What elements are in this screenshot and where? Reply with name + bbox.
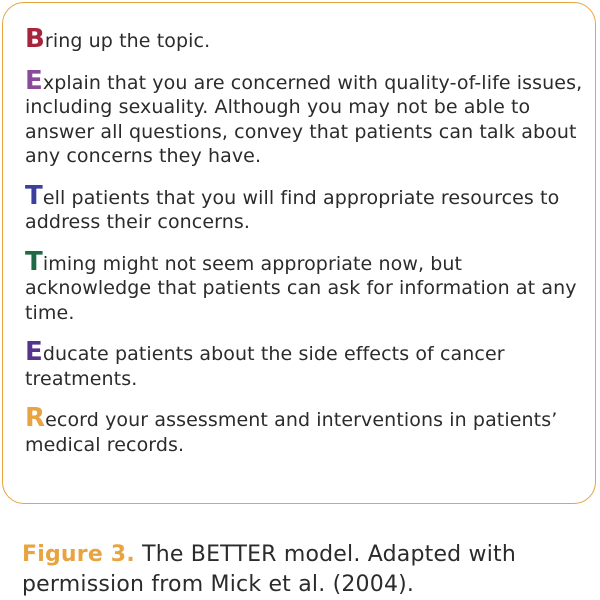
initial-letter: R [25, 403, 46, 433]
figure-caption [22, 540, 592, 600]
item-text: ring up the topic. [44, 30, 211, 52]
caption-text: The BETTER model. Adapted with permission from Mick et al. (2004). [22, 542, 517, 597]
initial-letter: E [25, 65, 43, 96]
list-item-e-explain [25, 65, 585, 169]
list-item-t-timing [25, 246, 585, 326]
item-text: ducate patients about the side effects of cancer treatments. [25, 343, 505, 390]
better-model-box [2, 2, 596, 504]
initial-letter: E [25, 337, 43, 367]
list-item-r [25, 403, 585, 457]
figure-label-period: . [126, 542, 135, 567]
initial-letter: B [25, 24, 45, 54]
item-text: ell patients that you will find appropriate resources to address their concerns. [25, 186, 560, 233]
initial-letter: T [25, 246, 43, 277]
initial-letter: T [25, 180, 43, 211]
list-item-e-educate [25, 337, 585, 391]
item-text: iming might not seem appropriate now, but acknowledge that patients can ask for information at any time. [25, 252, 577, 324]
item-text: ecord your assessment and interventions in patients’ medical records. [25, 409, 558, 456]
list-item-t-tell [25, 180, 585, 235]
better-list [25, 24, 585, 474]
figure-label: Figure 3 [22, 542, 127, 567]
item-text: xplain that you are concerned with quality-of-life issues, including sexuality. Although you may not be able to answer all questions, convey that patients can talk about any concerns they have. [25, 71, 583, 167]
list-item-b [25, 24, 585, 54]
